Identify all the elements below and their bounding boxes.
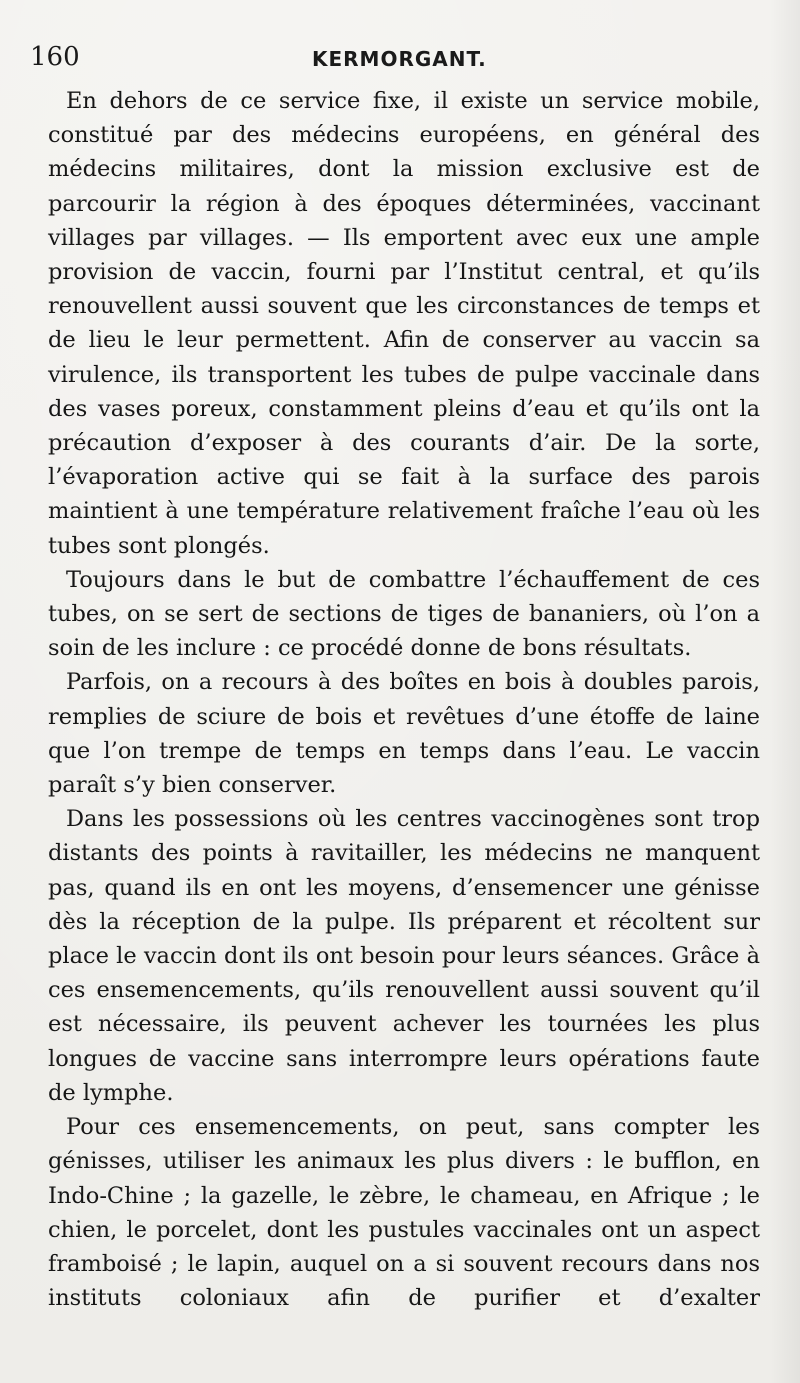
paragraph-banana-stems: Toujours dans le but de combattre l’échauffement de ces tubes, on se sert de sections de tiges de bananiers, où l’on a soin de les inclure : ce procédé donne de bons résultats. (48, 566, 760, 662)
body-text (48, 84, 760, 1315)
paragraph-wooden-boxes: Parfois, on a recours à des boîtes en bois à doubles parois, remplies de sciure de bois et revêtues d’une étoffe de laine que l’on trempe de temps en temps dans l’eau. Le vaccin paraît s’y bien conserver. (48, 669, 760, 799)
running-title: KERMORGANT. (312, 47, 487, 71)
paragraph-other-animals: Pour ces ensemencements, on peut, sans compter les génisses, utiliser les animaux les plus divers : le bufflon, en Indo-Chine ; la gazelle, le zèbre, le chameau, en Afrique ; le chien, le porcelet, dont les pustules vaccinales ont un aspect framboisé ; le lapin, auquel on a si souvent recours dans nos instituts coloniaux afin de purifier et d’exalter (48, 1114, 760, 1312)
paragraph-heifer-seeding: Dans les possessions où les centres vaccinogènes sont trop distants des points à ravitailler, les médecins ne manquent pas, quand ils en ont les moyens, d’ensemencer une génisse dès la réception de la pulpe. Ils préparent et récoltent sur place le vaccin dont ils ont besoin pour leurs séances. Grâce à ces ensemencements, qu’ils renouvellent aussi souvent qu’il est nécessaire, ils peuvent achever les tournées les plus longues de vaccine sans interrompre leurs opérations faute de lymphe. (48, 806, 760, 1106)
paragraph-mobile-service: En dehors de ce service fixe, il existe un service mobile, constitué par des médecins européens, en général des médecins militaires, dont la mission exclusive est de parcourir la région à des époques déterminées, vaccinant villages par villages. — Ils emportent avec eux une ample provision de vaccin, fourni par l’Institut central, et qu’ils renouvellent aussi souvent que les circonstances de temps et de lieu le leur permettent. Afin de conserver au vaccin sa virulence, ils transportent les tubes de pulpe vaccinale dans des vases poreux, constamment pleins d’eau et qu’ils ont la précaution d’exposer à des courants d’air. De la sorte, l’évaporation active qui se fait à la surface des parois maintient à une température relativement fraîche l’eau où les tubes sont plongés. (48, 88, 760, 559)
page-edge-shadow (770, 0, 800, 1383)
running-head (30, 42, 770, 78)
page-number: 160 (30, 42, 80, 72)
